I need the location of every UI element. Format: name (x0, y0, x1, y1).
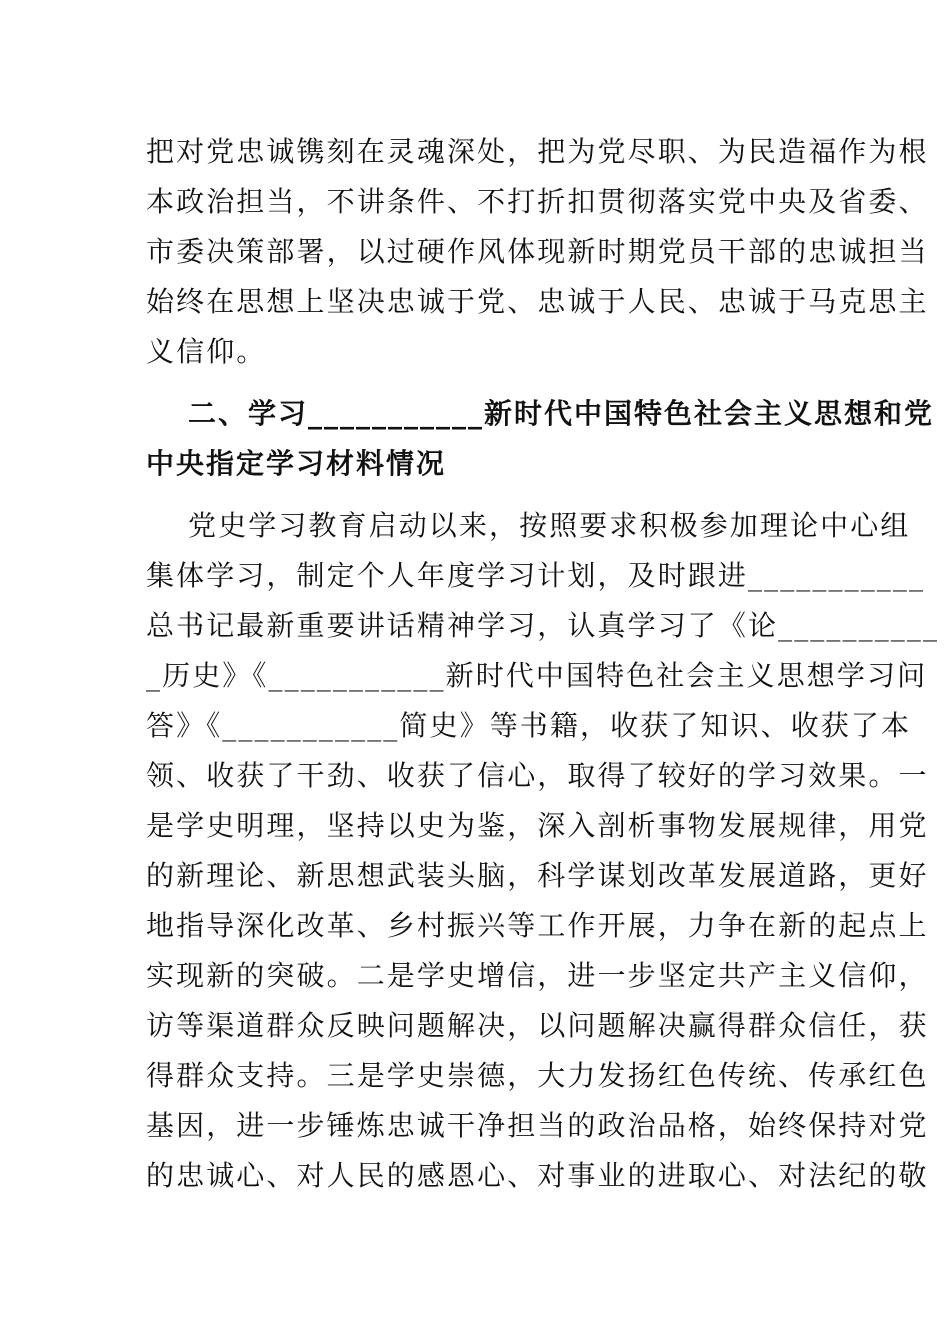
paragraph-2-line-1: 党史学习教育启动以来，按照要求积极参加理论中心组 (188, 509, 911, 542)
paragraph-2-line-10: 实现新的突破。二是学史增信，进一步坚定共产主义信仰， (146, 959, 929, 992)
section-heading-line-1: 二、学习___________新时代中国特色社会主义思想和党 (188, 397, 935, 430)
paragraph-2-line-11: 访等渠道群众反映问题解决，以问题解决赢得群众信任，获 (146, 1009, 929, 1042)
paragraph-2-line-2: 集体学习，制定个人年度学习计划，及时跟进___________ (146, 559, 926, 592)
paragraph-1-line-4: 始终在思想上坚决忠诚于党、忠诚于人民、忠诚于马克思主 (146, 285, 929, 318)
paragraph-2-line-9: 地指导深化改革、乡村振兴等工作开展，力争在新的起点上 (146, 909, 929, 942)
paragraph-1-line-1: 把对党忠诚镌刻在灵魂深处，把为党尽职、为民造福作为根 (146, 135, 929, 168)
paragraph-1-line-5: 义信仰。 (146, 335, 267, 368)
paragraph-2-line-12: 得群众支持。三是学史崇德，大力发扬红色传统、传承红色 (146, 1059, 929, 1092)
paragraph-2-line-4: _历史》《___________新时代中国特色社会主义思想学习问 (146, 659, 928, 692)
paragraph-2-line-14: 的忠诚心、对人民的感恩心、对事业的进取心、对法纪的敬 (146, 1159, 929, 1192)
paragraph-2-line-13: 基因，进一步锤炼忠诚干净担当的政治品格，始终保持对党 (146, 1109, 929, 1142)
paragraph-2-line-8: 的新理论、新思想武装头脑，科学谋划改革发展道路，更好 (146, 859, 929, 892)
paragraph-1-line-3: 市委决策部署，以过硬作风体现新时期党员干部的忠诚担当 (146, 235, 929, 268)
paragraph-2-line-7: 是学史明理，坚持以史为鉴，深入剖析事物发展规律，用党 (146, 809, 929, 842)
paragraph-2-line-6: 领、收获了干劲、收获了信心，取得了较好的学习效果。一 (146, 759, 929, 792)
paragraph-2-line-3: 总书记最新重要讲话精神学习，认真学习了《论__________ (146, 609, 940, 642)
paragraph-2-line-5: 答》《___________简史》等书籍，收获了知识、收获了本 (146, 709, 912, 742)
paragraph-1-line-2: 本政治担当，不讲条件、不打折扣贯彻落实党中央及省委、 (146, 185, 929, 218)
section-heading-line-2: 中央指定学习材料情况 (146, 447, 447, 480)
